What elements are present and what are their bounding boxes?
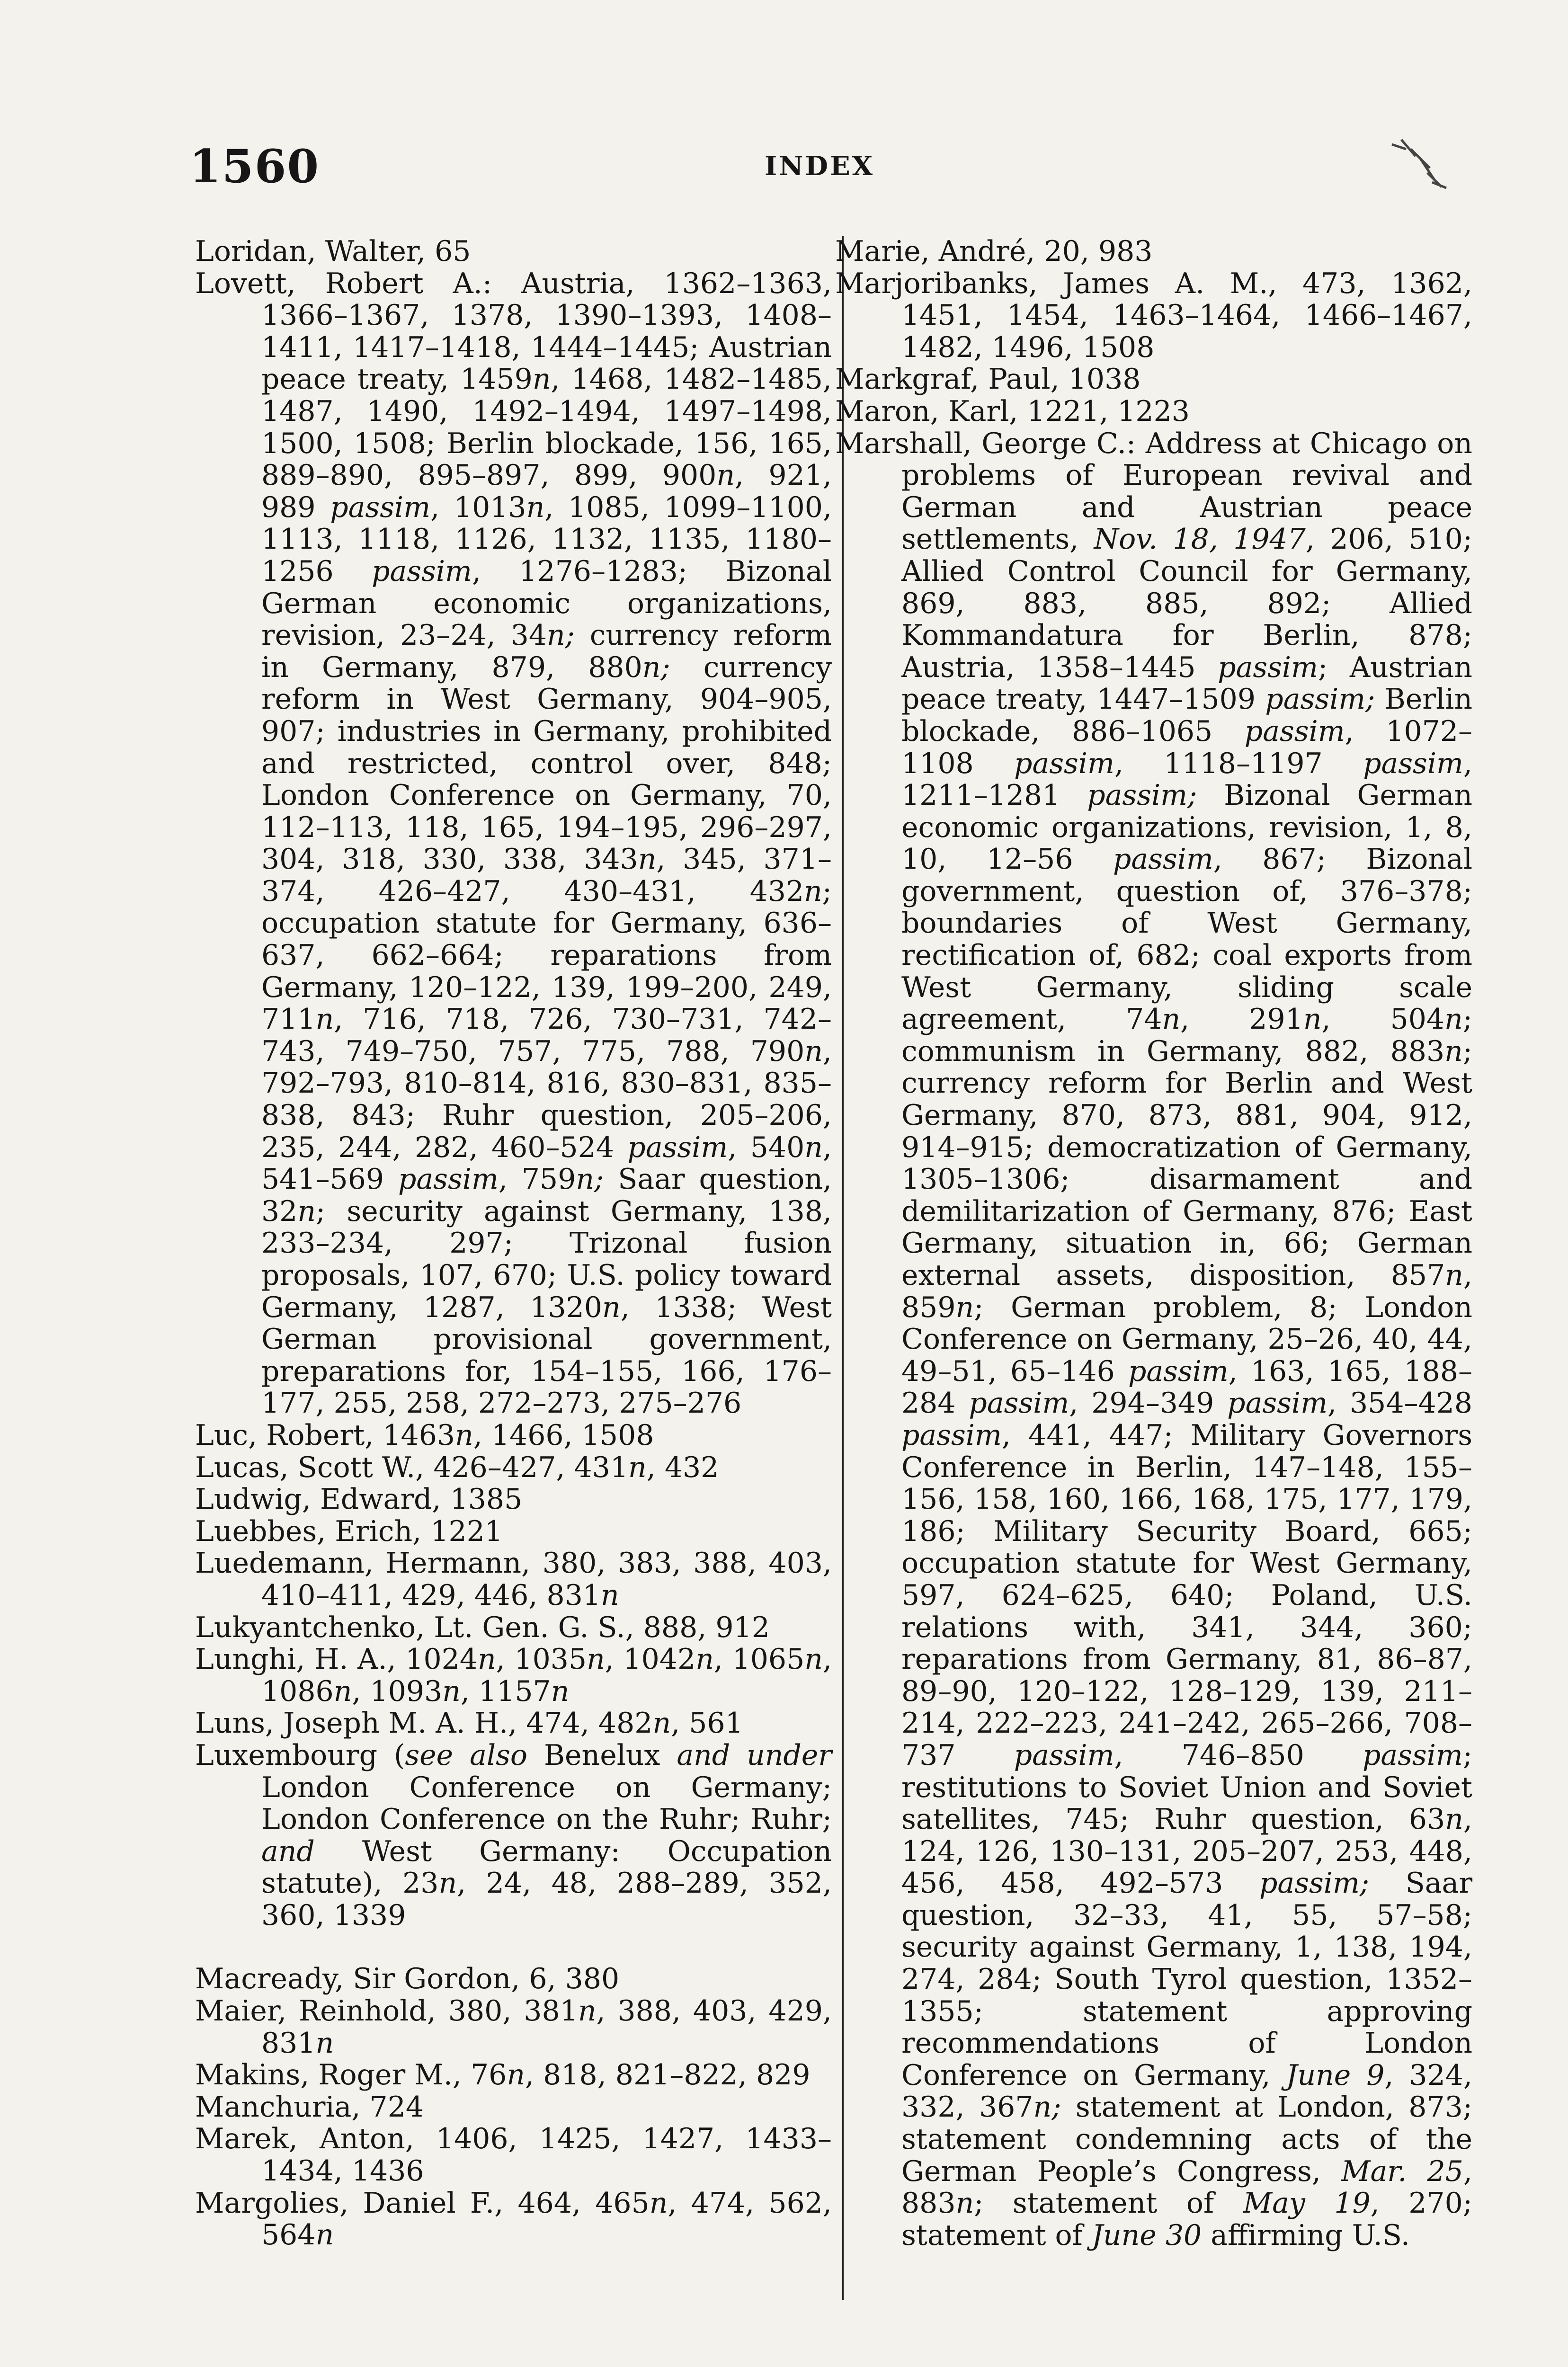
index-entry-italic: passim xyxy=(627,1130,728,1164)
index-entry: Macready, Sir Gordon, 6, 380 xyxy=(195,1962,620,1996)
index-entry-italic: n xyxy=(1444,1034,1463,1068)
index-entry-italic: n xyxy=(442,1674,461,1708)
index-entry-italic: passim; xyxy=(1265,683,1375,716)
index-entry-italic: n xyxy=(955,1290,974,1324)
index-entry-italic: see also xyxy=(405,1738,527,1772)
index-entry: Maier, Reinhold, 380, 381n, 388, 403, 429, 831n xyxy=(195,1994,832,2060)
index-entry-italic: passim xyxy=(1227,1387,1328,1420)
index-entry-italic: passim xyxy=(330,490,431,524)
index-entry: Marjoribanks, James A. M., 473, 1362, 1451, 1454, 1463–1464, 1466–1467, 1482, 1496, 1508 xyxy=(835,267,1472,364)
index-entry-italic: n xyxy=(587,1643,605,1676)
index-entry-italic: passim xyxy=(1218,650,1319,684)
index-entry: Luxembourg (see also Benelux and under London Conference on Germany; London Conference on the Ruhr; Ruhr; and West Germany: Occupation statute), 23n, 24, 48, 288–289, 352, 360, 1339 xyxy=(195,1738,832,1932)
index-entry-italic: passim xyxy=(1244,714,1345,748)
index-entry-italic: n xyxy=(1303,1003,1322,1036)
index-entry-italic: n xyxy=(455,1418,473,1452)
index-entry: Ludwig, Edward, 1385 xyxy=(195,1483,523,1516)
index-entry: Manchuria, 724 xyxy=(195,2090,424,2124)
index-entry-italic: passim xyxy=(1113,843,1213,876)
index-entry-italic: n; xyxy=(547,619,575,652)
index-entry-italic: n xyxy=(315,2026,334,2060)
index-entry-italic: n xyxy=(1445,1259,1463,1292)
corner-smudge-mark xyxy=(1387,135,1449,192)
index-entry-italic: and xyxy=(261,1834,315,1868)
index-entry-italic: n xyxy=(804,1034,823,1068)
index-entry: Maron, Karl, 1221, 1223 xyxy=(835,394,1190,428)
index-entry-italic: n xyxy=(551,1674,570,1708)
index-entry-italic: n xyxy=(438,1867,457,1900)
index-entry-italic: passim xyxy=(901,1418,1002,1452)
index-entry-italic: passim xyxy=(1014,747,1114,780)
index-entry-italic: passim xyxy=(1128,1354,1229,1388)
index-entry-italic: passim xyxy=(969,1387,1069,1420)
index-entry-italic: n xyxy=(804,1130,823,1164)
index-entry-italic: passim; xyxy=(1259,1867,1370,1900)
index-entry-italic: n xyxy=(628,1450,647,1484)
index-entry-italic: n xyxy=(804,874,822,908)
index-entry-italic: n xyxy=(716,459,735,492)
page-number: 1560 xyxy=(189,140,320,193)
index-entry-italic: n xyxy=(532,363,551,396)
index-entry: Luc, Robert, 1463n, 1466, 1508 xyxy=(195,1418,654,1452)
index-entry: Marie, André, 20, 983 xyxy=(835,235,1153,268)
index-entry-italic: n xyxy=(638,843,657,876)
index-entry-italic: n; xyxy=(642,650,670,684)
index-entry-italic: passim xyxy=(372,554,472,588)
index-entry: Margolies, Daniel F., 464, 465n, 474, 562, 564n xyxy=(195,2186,832,2252)
index-entry: Lovett, Robert A.: Austria, 1362–1363, 1366–1367, 1378, 1390–1393, 1408–1411, 1417–1418, 1444–1445; Austrian peace treaty, 1459n, 1468, 1482–1485, 1487, 1490, 1492–1494, 1497–1498, 1500, 1508; Berlin blockade, 156, 165, 889–890, 895–897, 899, 900n, 921, 989 passim, 1013n, 1085, 1099–1100, 1113, 1118, 1126, 1132, 1135, 1180–1256 passim, 1276–1283; Bizonal German economic organizations, revision, 23–24, 34n; currency reform in Germany, 879, 880n; currency reform in West Germany, 904–905, 907; industries in Germany, prohibited and restricted, control over, 848; London Conference on Germany, 70, 112–113, 118, 165, 194–195, 296–297, 304, 318, 330, 338, 343n, 345, 371–374, 426–427, 430–431, 432n; occupation statute for Germany, 636–637, 662–664; reparations from Germany, 120–122, 139, 199–200, 249, 711n, 716, 718, 726, 730–731, 742–743, 749–750, 757, 775, 788, 790n, 792–793, 810–814, 816, 830–831, 835–838, 843; Ruhr question, 205–206, 235, 244, 282, 460–524 passim, 540n, 541–569 passim, 759n; Saar question, 32n; security against Germany, 138, 233–234, 297; Trizonal fusion proposals, 107, 670; U.S. policy toward Germany, 1287, 1320n, 1338; West German provisional government, preparations for, 154–155, 166, 176–177, 255, 258, 272–273, 275–276 xyxy=(195,267,832,1420)
index-entry-italic: n xyxy=(315,2218,334,2252)
index-entry-italic: June 9 xyxy=(1286,2058,1385,2092)
index-entry: Marshall, George C.: Address at Chicago on problems of European revival and German and Austrian peace settlements, Nov. 18, 1947, 206, 510; Allied Control Council for Germany, 869, 883, 885, 892; Allied Kommandatura for Berlin, 878; Austria, 1358–1445 passim; Austrian peace treaty, 1447–1509 passim; Berlin blockade, 886–1065 passim, 1072–1108 passim, 1118–1197 passim, 1211–1281 passim; Bizonal German economic organizations, revision, 1, 8, 10, 12–56 passim, 867; Bizonal government, question of, 376–378; boundaries of West Germany, rectification of, 682; coal exports from West Germany, sliding scale agreement, 74n, 291n, 504n; communism in Germany, 882, 883n; currency reform for Berlin and West Germany, 870, 873, 881, 904, 912, 914–915; democratization of Germany, 1305–1306; disarmament and demilitarization of Germany, 876; East Germany, situation in, 66; German external assets, disposition, 857n, 859n; German problem, 8; London Conference on Germany, 25–26, 40, 44, 49–51, 65–146 passim, 163, 165, 188–284 passim, 294–349 passim, 354–428 passim, 441, 447; Military Governors Conference in Berlin, 147–148, 155–156, 158, 160, 166, 168, 175, 177, 179, 186; Military Security Board, 665; occupation statute for West Germany, 597, 624–625, 640; Poland, U.S. relations with, 341, 344, 360; reparations from Germany, 81, 86–87, 89–90, 120–122, 128–129, 139, 211–214, 222–223, 241–242, 265–266, 708–737 passim, 746–850 passim; restitutions to Soviet Union and Soviet satellites, 745; Ruhr question, 63n, 124, 126, 130–131, 205–207, 253, 448, 456, 458, 492–573 passim; Saar question, 32–33, 41, 55, 57–58; security against Germany, 1, 138, 194, 274, 284; South Tyrol question, 1352–1355; statement approving recommendations of London Conference on Germany, June 9, 324, 332, 367n; statement at London, 873; statement condemning acts of the German People’s Congress, Mar. 25, 883n; statement of May 19, 270; statement of June 30 affirming U.S. xyxy=(835,427,1473,2252)
index-entry-italic: and under xyxy=(677,1738,832,1772)
index-entry-italic: n xyxy=(526,490,545,524)
index-entry-italic: passim xyxy=(398,1163,499,1196)
index-entry-italic: n xyxy=(955,2187,974,2220)
index-entry-italic: n xyxy=(1445,1803,1463,1836)
index-entry-italic: n xyxy=(315,1003,334,1036)
index-entry-italic: June 30 xyxy=(1091,2218,1202,2252)
index-entry-italic: n xyxy=(601,1578,619,1612)
index-entry-italic: passim xyxy=(1363,747,1463,780)
index-entry-italic: n xyxy=(333,1674,352,1708)
index-entry: Lucas, Scott W., 426–427, 431n, 432 xyxy=(195,1450,719,1484)
index-entry-italic: n xyxy=(507,2058,525,2092)
index-entry: Markgraf, Paul, 1038 xyxy=(835,363,1141,396)
index-entry-italic: n; xyxy=(1033,2091,1061,2124)
index-entry: Makins, Roger M., 76n, 818, 821–822, 829 xyxy=(195,2058,811,2092)
index-entry: Luns, Joseph M. A. H., 474, 482n, 561 xyxy=(195,1707,743,1740)
index-entry-italic: n xyxy=(297,1194,316,1228)
index-entry-italic: n xyxy=(578,1994,597,2028)
index-entry-italic: n xyxy=(695,1643,714,1676)
index-entry-italic: passim; xyxy=(1087,779,1197,812)
index-entry-italic: May 19 xyxy=(1243,2187,1371,2220)
index-column-right xyxy=(835,236,1472,2251)
index-entry-italic: Mar. 25 xyxy=(1341,2154,1463,2188)
index-entry: Marek, Anton, 1406, 1425, 1427, 1433–1434, 1436 xyxy=(195,2122,832,2188)
index-entry-italic: n xyxy=(649,2186,668,2220)
index-entry: Luebbes, Erich, 1221 xyxy=(195,1514,503,1548)
index-entry: Lunghi, H. A., 1024n, 1035n, 1042n, 1065n, 1086n, 1093n, 1157n xyxy=(195,1643,832,1708)
index-entry-italic: n xyxy=(804,1643,823,1676)
index-entry: Luedemann, Hermann, 380, 383, 388, 403, 410–411, 429, 446, 831n xyxy=(195,1547,832,1612)
index-entry-italic: passim xyxy=(1362,1738,1463,1772)
index-entry-italic: n xyxy=(1162,1003,1181,1036)
index-column-left xyxy=(195,236,832,2251)
index-entry-italic: n xyxy=(652,1707,671,1740)
index-entry-italic: n xyxy=(602,1290,621,1324)
index-entry: Loridan, Walter, 65 xyxy=(195,235,471,268)
index-entry-italic: passim xyxy=(1014,1738,1114,1772)
running-head: INDEX xyxy=(765,151,875,182)
index-entry-italic: n xyxy=(478,1643,496,1676)
index-entry-italic: Nov. 18, 1947 xyxy=(1094,523,1306,556)
index-entry-italic: n xyxy=(1444,1003,1463,1036)
index-entry: Lukyantchenko, Lt. Gen. G. S., 888, 912 xyxy=(195,1611,770,1644)
index-entry-italic: n; xyxy=(576,1163,604,1196)
